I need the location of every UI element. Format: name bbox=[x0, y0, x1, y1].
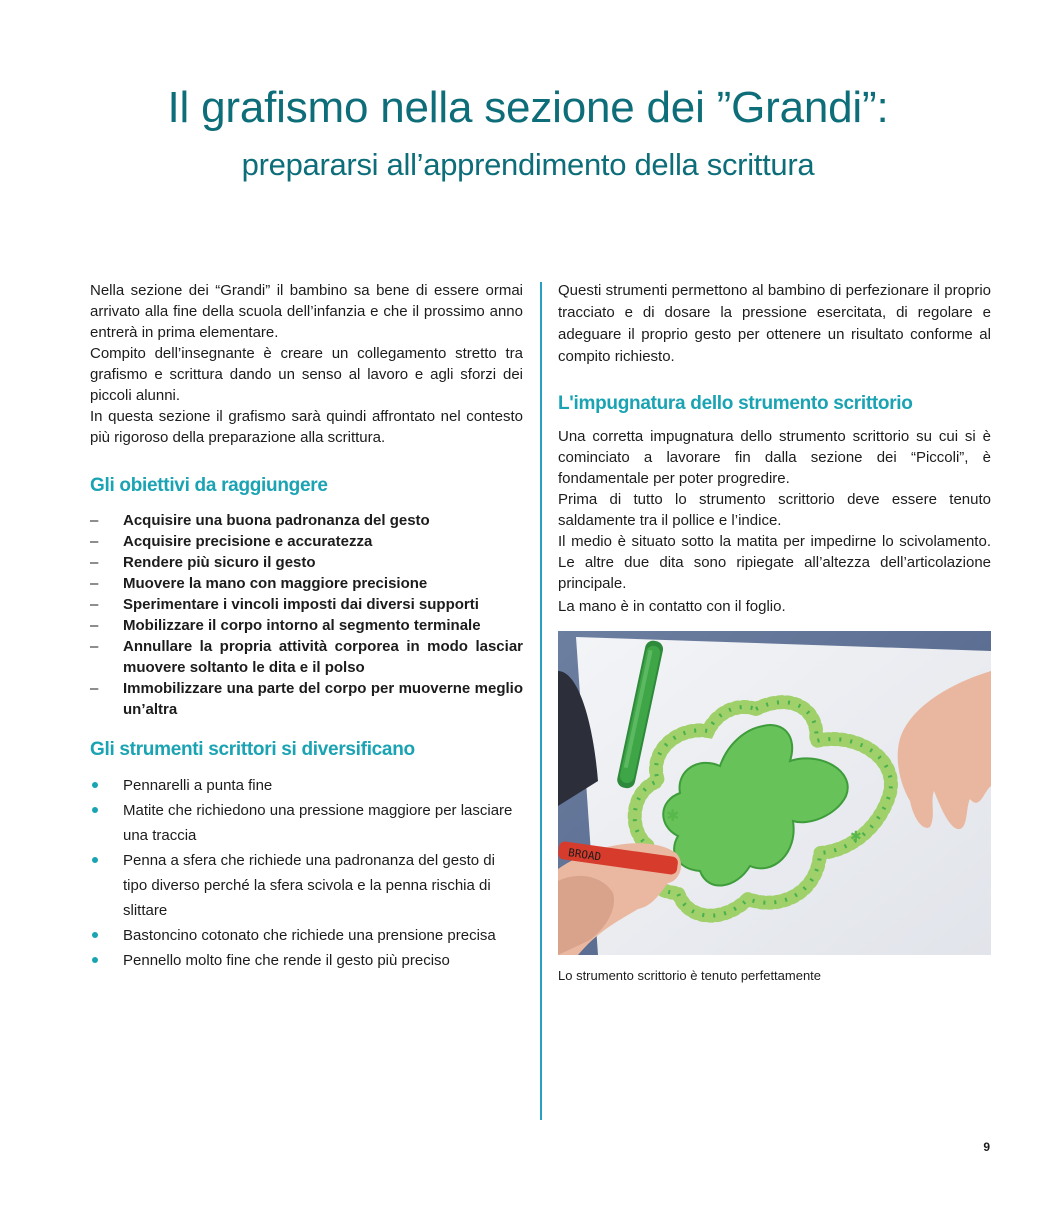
grip-heading: L'impugnatura dello strumento scrittorio bbox=[558, 393, 913, 414]
objectives-list bbox=[90, 510, 523, 720]
objective-item bbox=[90, 594, 523, 615]
tool-text: Pennarelli a punta fine bbox=[123, 777, 273, 794]
dash-marker: – bbox=[90, 554, 99, 571]
svg-text:✱: ✱ bbox=[850, 829, 862, 845]
objective-text: Acquisire precisione e accuratezza bbox=[123, 533, 373, 550]
page-title: Il grafismo nella sezione dei ”Grandi”: bbox=[167, 83, 889, 132]
tool-text: Matite che richiedono una pressione maggiore per lasciare una traccia bbox=[123, 802, 513, 844]
bullet-icon bbox=[92, 807, 98, 813]
page-number: 9 bbox=[983, 1140, 990, 1154]
tools-list bbox=[90, 773, 523, 973]
tool-item bbox=[90, 923, 523, 948]
grip-paragraph: Il medio è situato sotto la matita per impedirne lo scivolamento. Le altre due dita sono ripiegate all’altezza dell’articolazione principale. bbox=[558, 533, 991, 592]
objective-item bbox=[90, 531, 523, 552]
column-divider bbox=[540, 282, 542, 1120]
objective-item bbox=[90, 573, 523, 594]
objective-item bbox=[90, 636, 523, 678]
objective-text: Mobilizzare il corpo intorno al segmento terminale bbox=[123, 617, 481, 634]
objective-item bbox=[90, 552, 523, 573]
intro-paragraph: Compito dell’insegnante è creare un collegamento stretto tra grafismo e scrittura dando un senso al lavoro e agli sforzi dei piccoli alunni. bbox=[90, 345, 523, 404]
bullet-icon bbox=[92, 782, 98, 788]
objective-text: Muovere la mano con maggiore precisione bbox=[123, 575, 428, 592]
objectives-heading: Gli obiettivi da raggiungere bbox=[90, 475, 328, 496]
intro-paragraph: Nella sezione dei “Grandi” il bambino sa bene di essere ormai arrivato alla fine della scuola dell’infanzia e che il prossimo anno entrerà in prima elementare. bbox=[90, 282, 523, 341]
objective-text: Annullare la propria attività corporea in modo lasciar muovere soltanto le dita e il polso bbox=[123, 638, 523, 676]
objective-item bbox=[90, 615, 523, 636]
svg-text:BROAD: BROAD bbox=[567, 846, 602, 864]
grip-paragraph: Una corretta impugnatura dello strumento scrittorio su cui si è cominciato a lavorare fin dalla sezione dei “Piccoli”, è fondamentale per poter progredire. bbox=[558, 428, 991, 487]
bullet-icon bbox=[92, 957, 98, 963]
dash-marker: – bbox=[90, 533, 99, 550]
child-drawing-photo bbox=[558, 631, 991, 955]
photo-caption: Lo strumento scrittorio è tenuto perfettamente bbox=[558, 968, 822, 983]
right-intro-paragraph: Questi strumenti permettono al bambino di perfezionare il proprio tracciato e di dosare la pressione esercitata, di regolare e adeguare il proprio gesto per ottenere un risultato conforme al compito richiesto. bbox=[558, 282, 991, 365]
bullet-icon bbox=[92, 932, 98, 938]
dash-marker: – bbox=[90, 680, 99, 697]
intro-paragraph: In questa sezione il grafismo sarà quindi affrontato nel contesto più rigoroso della preparazione alla scrittura. bbox=[90, 408, 523, 446]
tool-item bbox=[90, 773, 523, 798]
tool-item bbox=[90, 848, 523, 923]
objective-text: Rendere più sicuro il gesto bbox=[123, 554, 316, 571]
dash-marker: – bbox=[90, 638, 99, 655]
tool-item bbox=[90, 948, 523, 973]
tool-item bbox=[90, 798, 523, 848]
svg-text:✱: ✱ bbox=[666, 806, 680, 825]
objective-item bbox=[90, 510, 523, 531]
grip-paragraph: La mano è in contatto con il foglio. bbox=[558, 598, 786, 615]
page-subtitle: prepararsi all’apprendimento della scrittura bbox=[241, 147, 815, 182]
objective-item bbox=[90, 678, 523, 720]
tool-text: Pennello molto fine che rende il gesto più preciso bbox=[123, 952, 450, 969]
dash-marker: – bbox=[90, 575, 99, 592]
tools-heading: Gli strumenti scrittori si diversificano bbox=[90, 739, 415, 760]
tool-text: Penna a sfera che richiede una padronanza del gesto di tipo diverso perché la sfera scivola e la penna rischia di slittare bbox=[123, 852, 495, 919]
bullet-icon bbox=[92, 857, 98, 863]
dash-marker: – bbox=[90, 617, 99, 634]
objective-text: Acquisire una buona padronanza del gesto bbox=[123, 512, 430, 529]
tool-text: Bastoncino cotonato che richiede una prensione precisa bbox=[123, 927, 496, 944]
objective-text: Immobilizzare una parte del corpo per muoverne meglio un’altra bbox=[123, 680, 523, 718]
left-column bbox=[90, 280, 523, 973]
objective-text: Sperimentare i vincoli imposti dai diversi supporti bbox=[123, 596, 479, 613]
right-column bbox=[558, 280, 991, 985]
dash-marker: – bbox=[90, 512, 99, 529]
grip-paragraph: Prima di tutto lo strumento scrittorio deve essere tenuto saldamente tra il pollice e l’indice. bbox=[558, 491, 991, 529]
dash-marker: – bbox=[90, 596, 99, 613]
